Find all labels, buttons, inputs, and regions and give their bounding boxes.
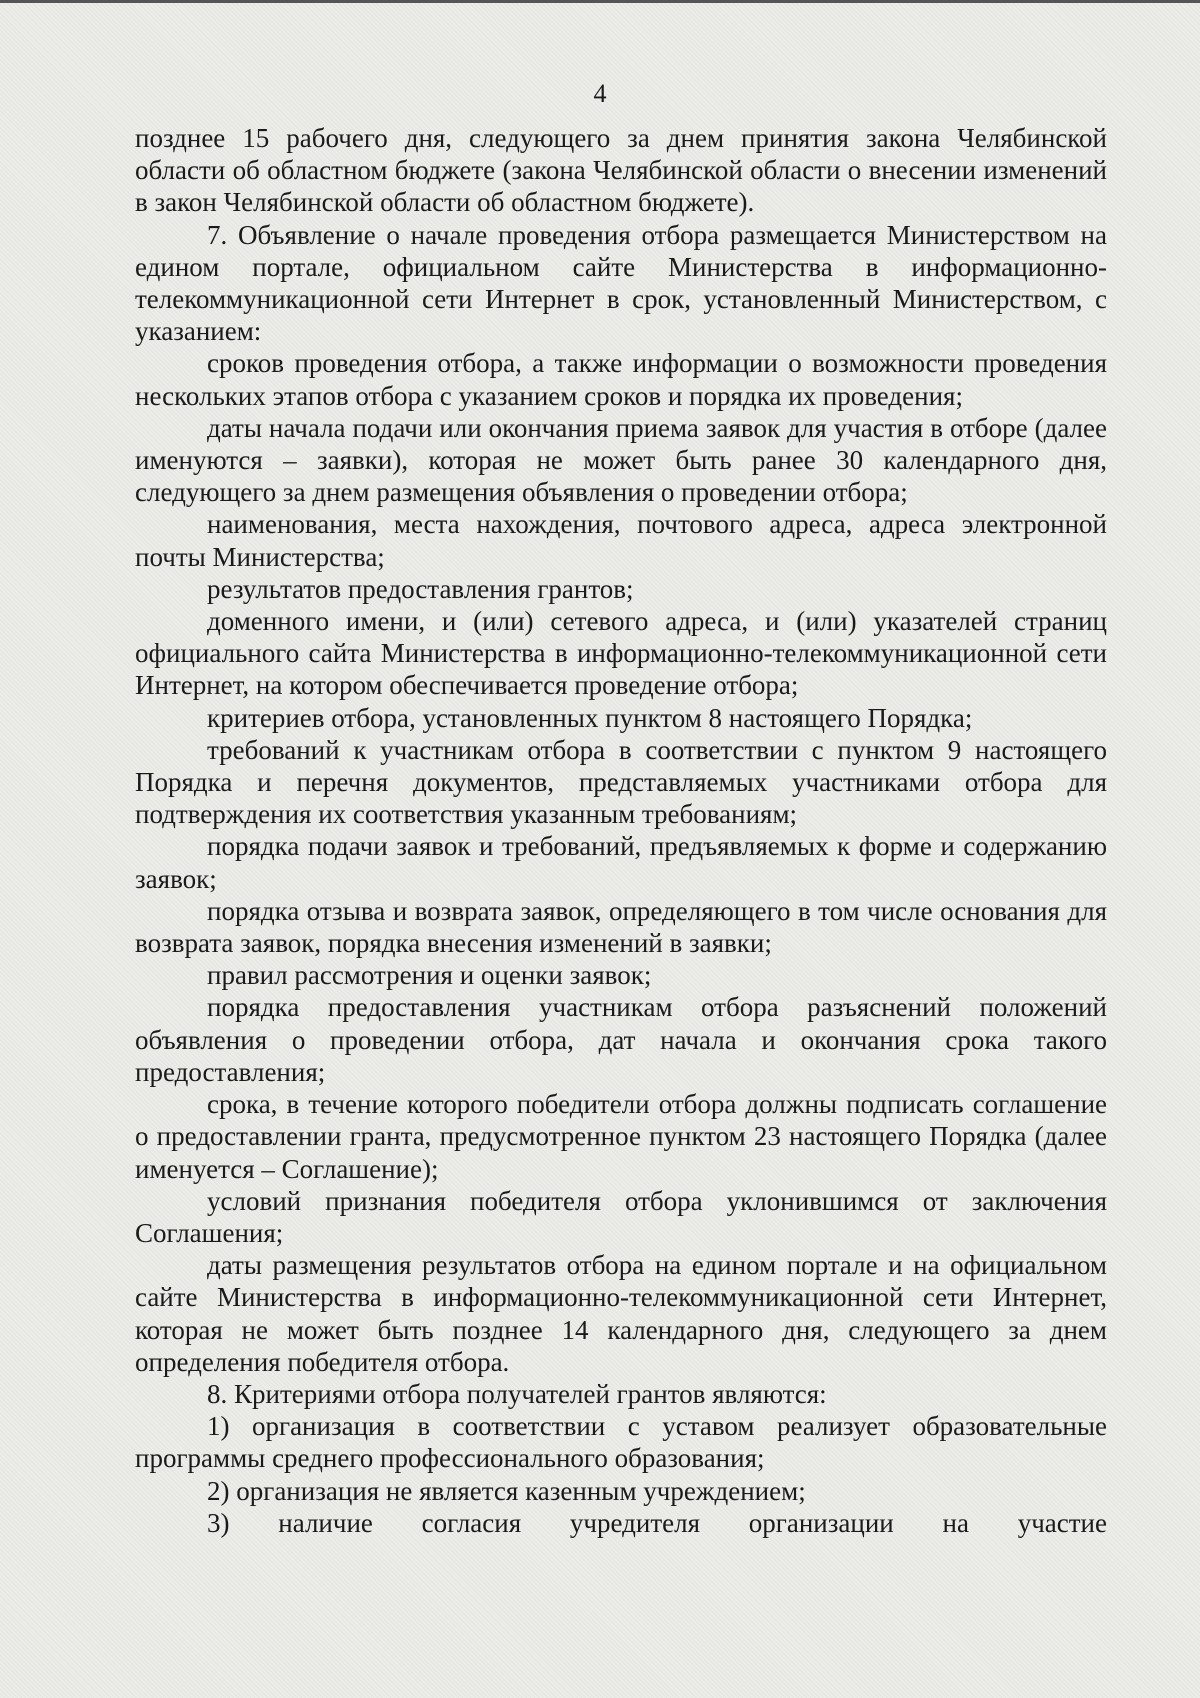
paragraph: 8. Критериями отбора получателей грантов являются:	[207, 1378, 827, 1409]
paragraph: даты размещения результатов отбора на едином портале и на официальном сайте Министерства в информационно-телекоммуникационной сети Интернет, которая не может быть позднее 14 календарного дня, следующего за днем определения победителя отбора.	[135, 1250, 1107, 1377]
paragraph: 3) наличие согласия учредителя организации на участие	[207, 1507, 1107, 1538]
paragraph: позднее 15 рабочего дня, следующего за днем принятия закона Челябинской области об областном бюджете (закона Челябинской области о внесении изменений в закон Челябинской области об областном бюджете).	[135, 123, 1107, 218]
paragraph: правил рассмотрения и оценки заявок;	[207, 960, 652, 991]
paragraph: 7. Объявление о начале проведения отбора размещается Министерством на едином портале, официальном сайте Министерства в информационно-телекоммуникационной сети Интернет в срок, установленный Министерством, с указанием:	[135, 219, 1107, 347]
page-number: 4	[593, 79, 607, 108]
paragraph: наименования, места нахождения, почтового адреса, адреса электронной почты Министерства;	[135, 509, 1107, 572]
paragraph: критериев отбора, установленных пунктом 8 настоящего Порядка;	[207, 702, 973, 733]
paragraph: 2) организация не является казенным учреждением;	[207, 1475, 806, 1506]
paragraph: сроков проведения отбора, а также информации о возможности проведения нескольких этапов отбора с указанием сроков и порядка их проведения;	[135, 348, 1107, 411]
paragraph: порядка отзыва и возврата заявок, определяющего в том числе основания для возврата заявок, порядка внесения изменений в заявки;	[135, 895, 1107, 959]
document-body	[135, 122, 1107, 1539]
paragraph: даты начала подачи или окончания приема заявок для участия в отборе (далее именуются – заявки), которая не может быть ранее 30 календарного дня, следующего за днем размещения объявления о проведении отбора;	[135, 412, 1107, 508]
paragraph: требований к участникам отбора в соответствии с пунктом 9 настоящего Порядка и перечня документов, представляемых участниками отбора для подтверждения их соответствия указанным требованиям;	[135, 734, 1107, 830]
paragraph: порядка подачи заявок и требований, предъявляемых к форме и содержанию заявок;	[135, 831, 1107, 894]
page-top-edge	[0, 0, 1200, 3]
paragraph: срока, в течение которого победители отбора должны подписать соглашение о предоставлении гранта, предусмотренное пунктом 23 настоящего Порядка (далее именуется – Соглашение);	[135, 1089, 1107, 1184]
paragraph: доменного имени, и (или) сетевого адреса, и (или) указателей страниц официального сайта Министерства в информационно-телекоммуникационной сети Интернет, на котором обеспечивается проведение отбора;	[135, 606, 1107, 701]
paragraph: порядка предоставления участникам отбора разъяснений положений объявления о проведении отбора, дат начала и окончания срока такого предоставления;	[135, 992, 1107, 1087]
paragraph: 1) организация в соответствии с уставом реализует образовательные программы среднего профессионального образования;	[135, 1411, 1107, 1474]
paragraph: результатов предоставления грантов;	[207, 573, 634, 604]
paragraph: условий признания победителя отбора уклонившимся от заключения Соглашения;	[135, 1185, 1107, 1248]
